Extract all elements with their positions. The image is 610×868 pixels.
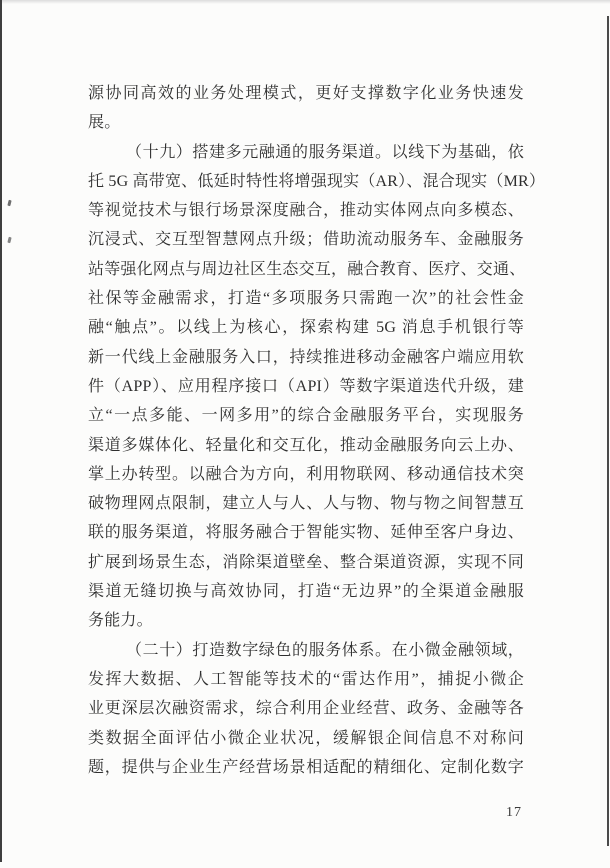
text-line: 件（APP）、应用程序接口（API）等数字渠道迭代升级，建	[88, 377, 524, 395]
text-line: 托 5G 高带宽、低延时特性将增强现实（AR）、混合现实（MR）	[88, 172, 546, 190]
text-line: 站等强化网点与周边社区生态交互，融合教育、医疗、交通、	[88, 260, 526, 278]
scan-top-shadow	[0, 0, 610, 4]
text-line: 渠道无缝切换与高效协同，打造“无边界”的全渠道金融服	[88, 583, 524, 601]
text-line: 联的服务渠道，将服务融合于智能实物、延伸至客户身边、	[88, 524, 524, 542]
ink-speck	[7, 200, 11, 207]
text-line: 源协同高效的业务处理模式，更好支撑数字化业务快速发	[88, 85, 524, 102]
text-line: 破物理网点限制，建立人与人、人与物、物与物之间智慧互	[88, 495, 524, 513]
text-line: 展。	[88, 114, 121, 132]
text-line: 发挥大数据、人工智能等技术的“雷达作用”，捕捉小微企	[88, 670, 524, 688]
text-line: 业更深层次融资需求，综合利用企业经营、政务、金融等各	[88, 700, 524, 718]
text-line: 新一代线上金融服务入口，持续推进移动金融客户端应用软	[88, 348, 524, 366]
text-line: 立“一点多能、一网多用”的综合金融服务平台，实现服务	[88, 407, 524, 425]
text-line: 等视觉技术与银行场景深度融合，推动实体网点向多模态、	[88, 202, 524, 220]
text-line: 题，提供与企业生产经营场景相适配的精细化、定制化数字	[88, 758, 524, 776]
page-number: 17	[506, 805, 522, 820]
text-line: 社保等金融需求，打造“多项服务只需跑一次”的社会性金	[88, 290, 524, 308]
text-line: 掌上办转型。以融合为方向，利用物联网、移动通信技术突	[88, 465, 524, 483]
text-line: 务能力。	[88, 612, 153, 630]
text-line: （二十）打造数字绿色的服务体系。在小微金融领域，	[126, 641, 524, 659]
text-line: 类数据全面评估小微企业状况，缓解银企间信息不对称问	[88, 729, 524, 747]
scan-edge-right	[607, 16, 609, 846]
text-line: 渠道多媒体化、轻量化和交互化，推动金融服务向云上办、	[88, 436, 524, 454]
scan-edge-left	[0, 0, 2, 862]
text-line: （十九）搭建多元融通的服务渠道。以线下为基础，依	[126, 143, 524, 161]
document-text-block	[88, 79, 546, 782]
text-line: 融“触点”。以线上为核心，探索构建 5G 消息手机银行等	[88, 319, 524, 337]
ink-speck	[7, 237, 11, 244]
text-line: 扩展到场景生态，消除渠道壁垒、整合渠道资源，实现不同	[88, 553, 524, 571]
text-line: 沉浸式、交互型智慧网点升级；借助流动服务车、金融服务	[88, 231, 524, 249]
